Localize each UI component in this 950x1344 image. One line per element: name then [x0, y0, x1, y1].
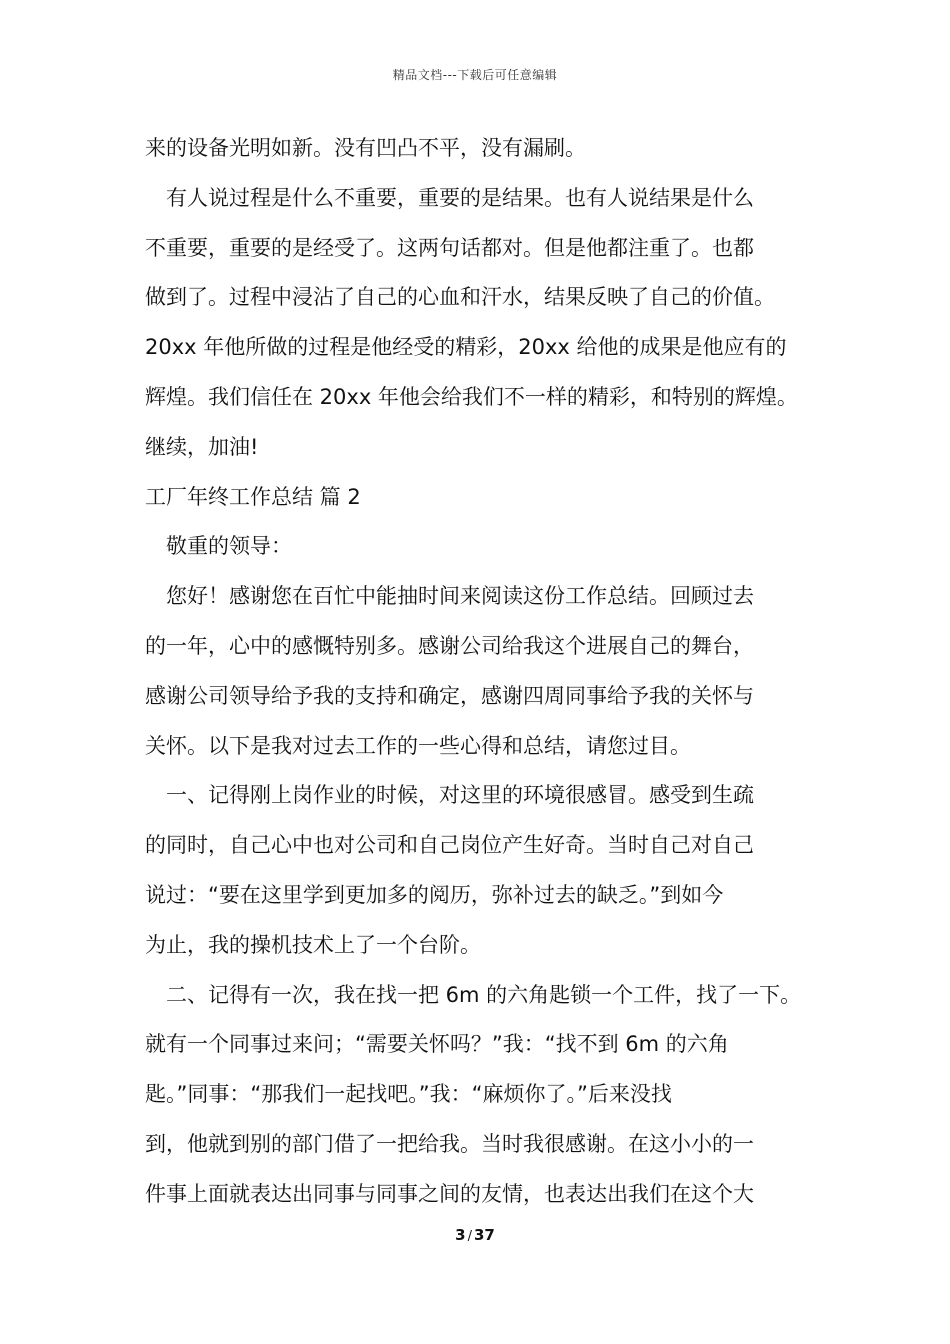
page-number: [0, 1226, 950, 1244]
text-line: 二、记得有一次，我在找一把 6m 的六角匙锁一个工件，找了一下。: [166, 982, 802, 1007]
page-header: 精品文档---下载后可任意编辑: [392, 68, 558, 82]
total-pages: 37: [473, 1226, 495, 1244]
text-line: 感谢公司领导给予我的支持和确定，感谢四周同事给予我的关怀与: [145, 683, 754, 708]
text-line: 就有一个同事过来问；“需要关怀吗？”我：“找不到 6m 的六角: [145, 1032, 729, 1057]
text-line: 件事上面就表达出同事与同事之间的友情，也表达出我们在这个大: [145, 1181, 754, 1206]
text-line: 来的设备光明如新。没有凹凸不平，没有漏刷。: [145, 136, 586, 160]
text-line: 有人说过程是什么不重要，重要的是结果。也有人说结果是什么: [166, 185, 754, 210]
section-heading: 工厂年终工作总结 篇 2: [145, 484, 361, 509]
salutation: 敬重的领导：: [166, 534, 292, 559]
text-line: 关怀。以下是我对过去工作的一些心得和总结，请您过目。: [145, 733, 691, 758]
text-line: 继续，加油!: [145, 434, 259, 459]
page-separator: /: [467, 1229, 472, 1244]
text-line: 做到了。过程中浸沾了自己的心血和汗水，结果反映了自己的价值。: [145, 285, 775, 310]
text-line: 匙。”同事：“那我们一起找吧。”我：“麻烦你了。”后来没找: [145, 1082, 672, 1107]
text-line: 您好！感谢您在百忙中能抽时间来阅读这份工作总结。回顾过去: [166, 584, 754, 609]
text-line: 不重要，重要的是经受了。这两句话都对。但是他都注重了。也都: [145, 235, 754, 260]
text-line: 一、记得刚上岗作业的时候，对这里的环境很感冒。感受到生疏: [166, 783, 754, 808]
text-line: 20xx 年他所做的过程是他经受的精彩，20xx 给他的成果是他应有的: [145, 335, 787, 360]
text-line: 的同时，自己心中也对公司和自己岗位产生好奇。当时自己对自己: [145, 833, 754, 858]
text-line: 的一年，心中的感慨特别多。感谢公司给我这个进展自己的舞台，: [145, 633, 754, 658]
text-line: 说过：“要在这里学到更加多的阅历，弥补过去的缺乏。”到如今: [145, 882, 724, 907]
current-page: 3: [455, 1226, 466, 1244]
document-body: [145, 124, 825, 1220]
text-line: 辉煌。我们信任在 20xx 年他会给我们不一样的精彩，和特别的辉煌。: [145, 384, 798, 409]
text-line: 为止，我的操机技术上了一个台阶。: [145, 932, 481, 957]
text-line: 到，他就到别的部门借了一把给我。当时我很感谢。在这小小的一: [145, 1131, 754, 1156]
